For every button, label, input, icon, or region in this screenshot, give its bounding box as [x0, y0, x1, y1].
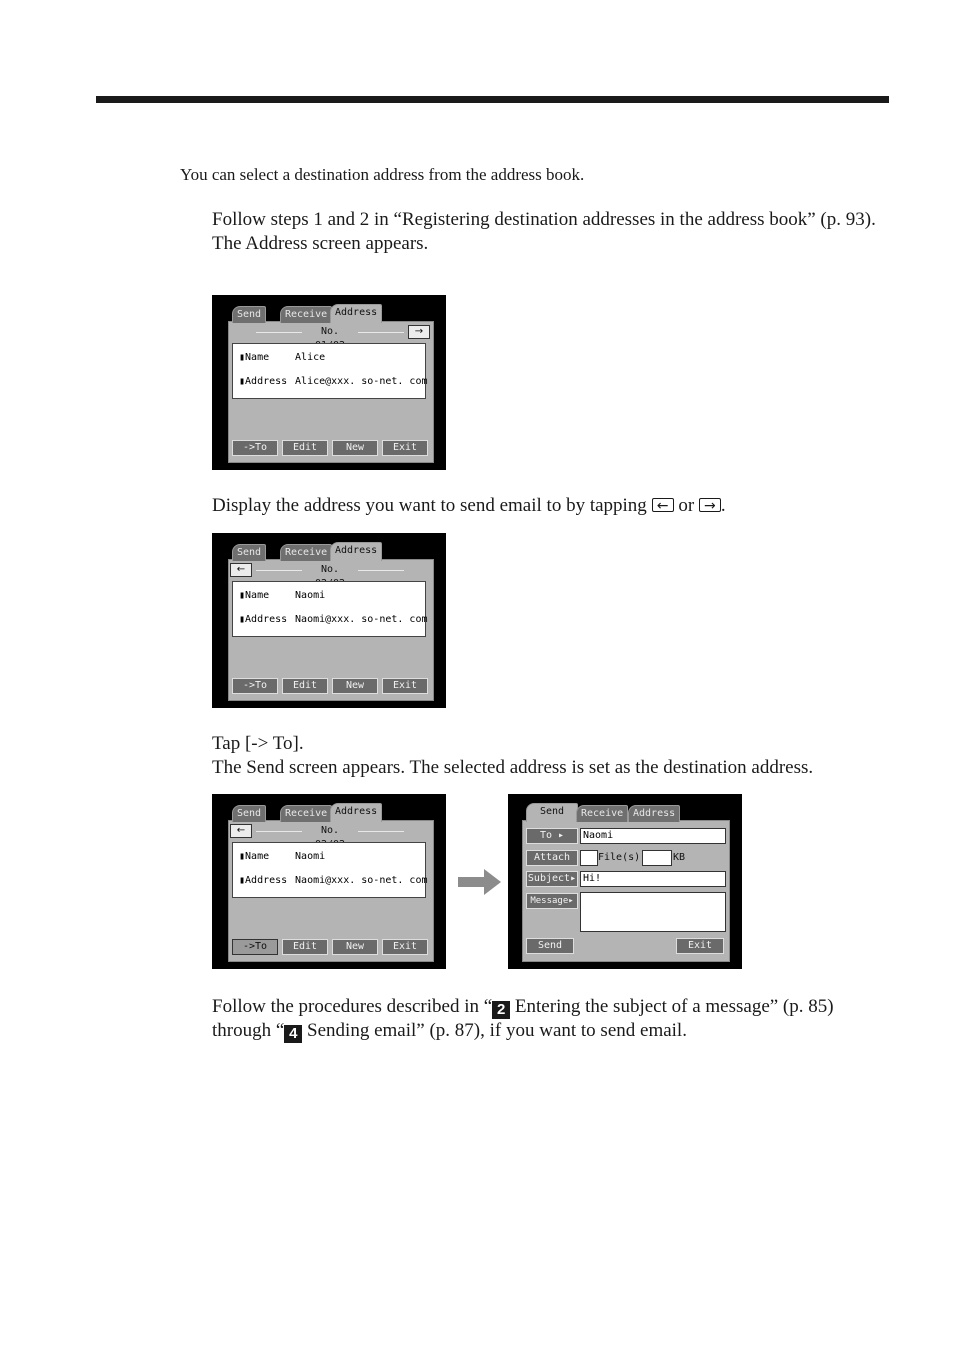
step4-text	[212, 995, 872, 1043]
address-label: Address	[245, 376, 288, 387]
step3-line2: The Send screen appears. The selected address is set as the destination address.	[212, 757, 814, 778]
name-field: ▮Name Naomi	[239, 851, 326, 862]
step3-line1: Tap [-> To].	[212, 733, 304, 754]
step4-part1: Follow the procedures described in “	[212, 996, 493, 1017]
tab-bar	[230, 803, 440, 821]
transition-arrow-icon	[458, 868, 502, 896]
subject-field[interactable]: Hi!	[580, 871, 726, 887]
message-label[interactable]: Message▸	[526, 893, 578, 909]
prev-arrow-icon[interactable]: ←	[230, 563, 252, 577]
step3-text	[212, 732, 902, 780]
record-number: No.	[320, 564, 340, 575]
new-button[interactable]: New	[332, 678, 378, 694]
tab-address[interactable]: Address	[330, 304, 382, 323]
address-screen-1	[212, 295, 446, 470]
tab-address[interactable]: Address	[330, 803, 382, 822]
to-field[interactable]: Naomi	[580, 828, 726, 844]
step1-line2: The Address screen appears.	[212, 233, 429, 254]
name-label: Name	[245, 851, 270, 862]
message-field[interactable]	[580, 892, 726, 932]
step4-part3: Sending email” (p. 87), if you want to send email.	[302, 1020, 687, 1041]
record-nav	[230, 563, 430, 577]
name-label: Name	[245, 352, 270, 363]
button-row	[232, 678, 428, 694]
step2-after: .	[720, 495, 726, 516]
new-button[interactable]: New	[332, 440, 378, 456]
name-label: Name	[245, 590, 270, 601]
address-value: Naomi@xxx. so-net. com	[295, 875, 428, 886]
tab-receive[interactable]: Receive	[280, 306, 332, 323]
address-field: ▮Address Naomi@xxx. so-net. com	[239, 875, 428, 886]
edit-button[interactable]: Edit	[282, 939, 328, 955]
tab-address[interactable]: Address	[330, 542, 382, 561]
exit-button[interactable]: Exit	[382, 678, 428, 694]
name-field: ▮Name Alice	[239, 352, 326, 363]
file-count-box	[580, 850, 598, 866]
tab-send[interactable]: Send	[526, 803, 578, 822]
edit-button[interactable]: Edit	[282, 440, 328, 456]
edit-button[interactable]: Edit	[282, 678, 328, 694]
file-size-box	[642, 850, 672, 866]
step2-or: or	[673, 495, 699, 516]
address-field: ▮Address Naomi@xxx. so-net. com	[239, 614, 428, 625]
name-value: Alice	[295, 352, 326, 363]
right-arrow-key-icon: →	[699, 498, 721, 512]
address-value: Alice@xxx. so-net. com	[295, 376, 428, 387]
nav-divider	[358, 831, 404, 832]
attach-button[interactable]: Attach	[526, 850, 578, 866]
nav-divider	[358, 332, 404, 333]
files-label: File(s)	[598, 852, 641, 863]
to-label[interactable]: To ▸	[526, 828, 578, 844]
step2-text	[212, 494, 902, 518]
send-button[interactable]: Send	[526, 938, 574, 954]
exit-button[interactable]: Exit	[382, 440, 428, 456]
nav-divider	[256, 831, 302, 832]
next-arrow-icon[interactable]: →	[408, 325, 430, 339]
tab-bar	[230, 542, 440, 560]
name-value: Naomi	[295, 590, 326, 601]
address-value: Naomi@xxx. so-net. com	[295, 614, 428, 625]
tab-receive[interactable]: Receive	[576, 805, 628, 822]
header-rule	[96, 96, 889, 103]
exit-button[interactable]: Exit	[382, 939, 428, 955]
prev-arrow-icon[interactable]: ←	[230, 824, 252, 838]
tab-send[interactable]: Send	[232, 805, 266, 822]
step1-text	[212, 208, 902, 256]
tab-address[interactable]: Address	[628, 805, 680, 822]
record-nav	[230, 325, 430, 339]
address-card	[232, 842, 426, 898]
button-row	[232, 939, 428, 955]
name-field: ▮Name Naomi	[239, 590, 326, 601]
tab-bar	[524, 803, 734, 821]
nav-divider	[256, 332, 302, 333]
send-screen	[508, 794, 742, 969]
tab-bar	[230, 304, 440, 322]
address-screen-3	[212, 794, 446, 969]
left-arrow-key-icon: ←	[652, 498, 674, 512]
address-card	[232, 343, 426, 399]
address-field: ▮Address Alice@xxx. so-net. com	[239, 376, 428, 387]
record-number: No.	[320, 326, 340, 337]
new-button[interactable]: New	[332, 939, 378, 955]
to-button[interactable]: ->To	[232, 939, 278, 955]
button-row	[232, 440, 428, 456]
intro-text: You can select a destination address from the address book.	[180, 165, 585, 184]
step2-before: Display the address you want to send email to by tapping	[212, 495, 652, 516]
to-button[interactable]: ->To	[232, 678, 278, 694]
tab-send[interactable]: Send	[232, 306, 266, 323]
step1-line1: Follow steps 1 and 2 in “Registering destination addresses in the address book” (p. 93).	[212, 209, 876, 230]
nav-divider	[358, 570, 404, 571]
kb-label: KB	[673, 852, 686, 863]
tab-receive[interactable]: Receive	[280, 805, 332, 822]
to-button[interactable]: ->To	[232, 440, 278, 456]
tab-receive[interactable]: Receive	[280, 544, 332, 561]
nav-divider	[256, 570, 302, 571]
address-label: Address	[245, 875, 288, 886]
record-number: No.	[320, 825, 340, 836]
address-screen-2	[212, 533, 446, 708]
step4-part2: Entering the subject of a message” (p. 85) through “	[212, 996, 834, 1041]
name-value: Naomi	[295, 851, 326, 862]
address-label: Address	[245, 614, 288, 625]
step-badge-4: 4	[284, 1025, 302, 1043]
step-badge-2: 2	[492, 1001, 510, 1019]
address-card	[232, 581, 426, 637]
exit-button[interactable]: Exit	[676, 938, 724, 954]
record-nav	[230, 824, 430, 838]
tab-send[interactable]: Send	[232, 544, 266, 561]
subject-label[interactable]: Subject▸	[526, 871, 578, 887]
